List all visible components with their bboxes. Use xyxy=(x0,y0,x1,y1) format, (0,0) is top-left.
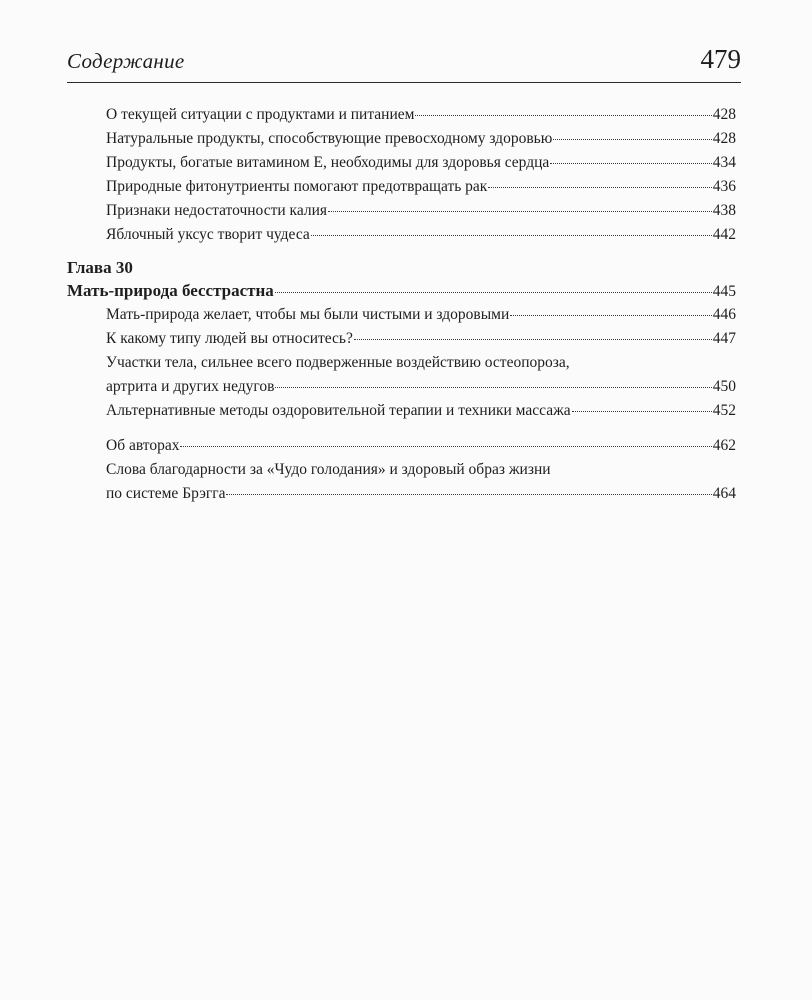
toc-entry-page: 428 xyxy=(712,130,736,147)
toc-entry-page: 428 xyxy=(712,106,736,123)
page-number: 479 xyxy=(700,44,741,74)
toc-entry-page: 452 xyxy=(712,402,736,419)
toc-entry-title: Мать-природа желает, чтобы мы были чистыми и здоровыми xyxy=(106,306,510,323)
toc-entry-title: Продукты, богатые витамином Е, необходимы для здоровья сердца xyxy=(106,154,550,171)
toc-entry-page: 447 xyxy=(712,330,736,347)
toc-entry-title: К какому типу людей вы относитесь? xyxy=(106,330,353,347)
toc-entry[interactable] xyxy=(106,151,736,175)
toc-entry-page: 462 xyxy=(712,437,736,454)
running-title: Содержание xyxy=(67,49,185,73)
toc-entry[interactable] xyxy=(106,175,736,199)
toc-entry[interactable] xyxy=(106,199,736,223)
toc-entry[interactable] xyxy=(106,399,736,423)
toc-entry[interactable] xyxy=(106,303,736,327)
toc-entry[interactable] xyxy=(106,375,736,399)
toc-entry-title-line1[interactable]: Слова благодарности за «Чудо голодания» и здоровый образ жизни xyxy=(106,461,551,478)
toc-entry-title: по системе Брэгга xyxy=(106,485,226,502)
dot-leader xyxy=(572,401,712,412)
chapter-title: Мать-природа бесстрастна xyxy=(67,281,274,300)
toc-entry-page: 438 xyxy=(712,202,736,219)
toc-entry[interactable] xyxy=(106,434,736,458)
toc-entry-title: Природные фитонутриенты помогают предотвращать рак xyxy=(106,178,488,195)
toc-entry-page: 442 xyxy=(712,226,736,243)
toc-entry-title: Натуральные продукты, способствующие превосходному здоровью xyxy=(106,130,553,147)
toc-entry-title: артрита и других недугов xyxy=(106,378,275,395)
dot-leader xyxy=(550,153,711,164)
toc-entry[interactable] xyxy=(106,223,736,247)
page-header xyxy=(67,44,741,80)
toc-entry[interactable] xyxy=(106,103,736,127)
dot-leader xyxy=(510,305,712,316)
toc-entry-title-line1[interactable]: Участки тела, сильнее всего подверженные воздействию остеопороза, xyxy=(106,354,570,371)
dot-leader xyxy=(553,129,711,140)
toc-entry-title: О текущей ситуации с продуктами и питанием xyxy=(106,106,415,123)
dot-leader xyxy=(415,105,711,116)
header-rule xyxy=(67,82,741,83)
toc-entry-title: Яблочный уксус творит чудеса xyxy=(106,226,310,243)
toc-entry[interactable] xyxy=(106,327,736,351)
toc-entry-page: 434 xyxy=(712,154,736,171)
toc-entry-title: Об авторах xyxy=(106,437,180,454)
toc-entry-page: 446 xyxy=(712,306,736,323)
toc-entry-page: 445 xyxy=(712,283,736,300)
dot-leader xyxy=(275,377,711,388)
chapter-label: Глава 30 xyxy=(67,258,133,277)
dot-leader xyxy=(328,201,712,212)
toc-entry-title: Признаки недостаточности калия xyxy=(106,202,327,219)
dot-leader xyxy=(488,177,711,188)
toc-entry-page: 450 xyxy=(712,378,736,395)
chapter-title-entry[interactable] xyxy=(67,279,736,303)
toc-entry[interactable] xyxy=(106,482,736,506)
dot-leader xyxy=(226,484,711,495)
toc-entry-title: Альтернативные методы оздоровительной терапии и техники массажа xyxy=(106,402,571,419)
toc-entry-page: 436 xyxy=(712,178,736,195)
dot-leader xyxy=(180,436,711,447)
toc-entry-page: 464 xyxy=(712,485,736,502)
toc-entry[interactable] xyxy=(106,127,736,151)
dot-leader xyxy=(275,282,712,293)
dot-leader xyxy=(311,225,712,236)
dot-leader xyxy=(354,329,712,340)
